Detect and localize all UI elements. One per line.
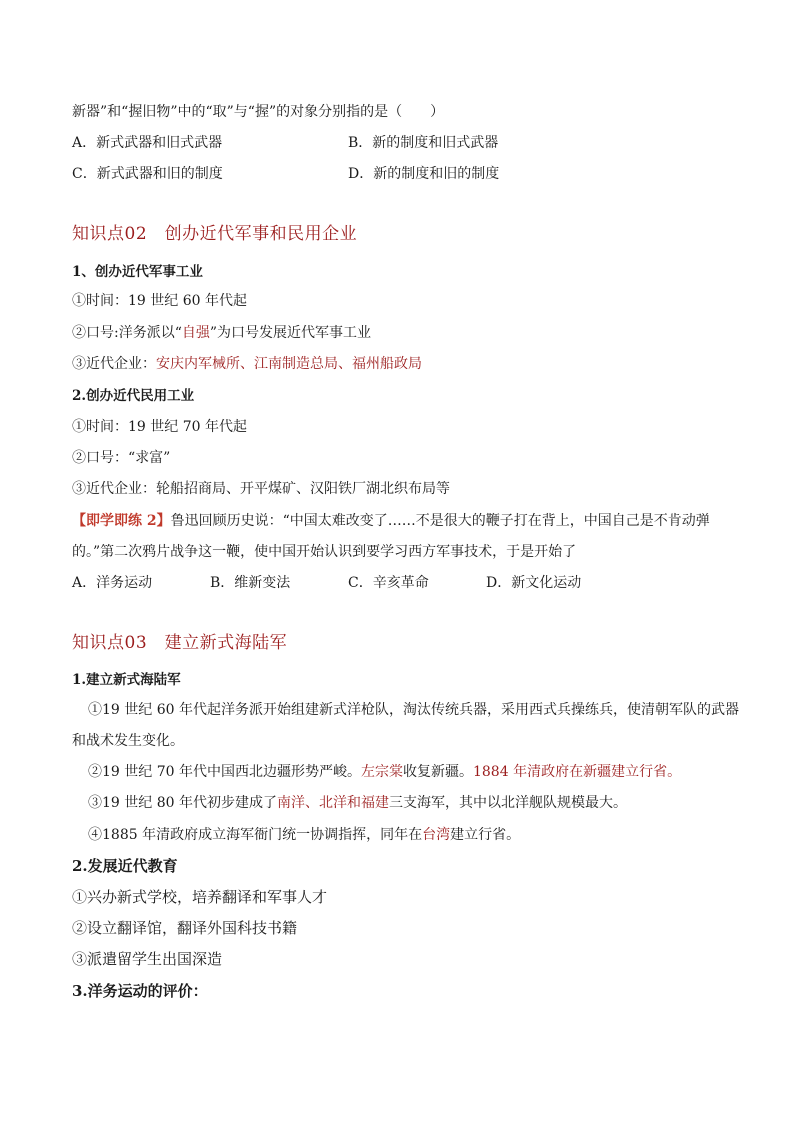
slogan-highlight: 自强 xyxy=(181,325,210,341)
enterprise-highlight: 安庆内军械所、江南制造总局、福州船政局 xyxy=(156,356,422,372)
sec02-part2-slogan: ②口号：“求富” xyxy=(72,450,171,466)
para4-highlight: 台湾 xyxy=(422,827,451,843)
sec03-part1-heading: 1.建立新式海陆军 xyxy=(72,672,181,688)
option-c: C．新式武器和旧的制度 xyxy=(72,166,223,182)
para2-mid: 收复新疆。 xyxy=(402,764,473,780)
practice-option-a: A．洋务运动 xyxy=(72,575,153,591)
sec02-part2-enterprise: ③近代企业：轮船招商局、开平煤矿、汉阳铁厂湖北织布局等 xyxy=(72,481,450,497)
sec02-part1-time: ①时间：19 世纪 60 年代起 xyxy=(72,293,247,309)
option-d: D．新的制度和旧的制度 xyxy=(348,166,500,182)
para2-highlight-2: 1884 年清政府在新疆建立行省。 xyxy=(472,764,682,780)
practice-option-d: D．新文化运动 xyxy=(486,575,582,591)
slogan-prefix: ②口号:洋务派以“ xyxy=(72,325,182,341)
practice-option-b: B．维新变法 xyxy=(210,575,291,591)
para3-suffix: 三支海军，其中以北洋舰队规模最大。 xyxy=(388,795,627,811)
practice-option-c: C．辛亥革命 xyxy=(348,575,429,591)
para4-suffix: 建立行省。 xyxy=(450,827,521,843)
practice-question-line2: 的。”第二次鸦片战争这一鞭，使中国开始认识到要学习西方军事技术，于是开始了 xyxy=(72,544,577,560)
practice-question-line1 xyxy=(72,511,710,531)
sec03-para3 xyxy=(88,793,627,813)
section-03-title: 知识点03 建立新式海陆军 xyxy=(72,633,288,653)
para3-highlight: 南洋、北洋和福建 xyxy=(276,795,389,811)
sec02-part1-slogan xyxy=(72,323,371,343)
sec03-part2-heading: 2.发展近代教育 xyxy=(72,857,178,875)
option-b: B．新的制度和旧式武器 xyxy=(348,135,499,151)
sec02-part2-heading: 2.创办近代民用工业 xyxy=(72,388,195,404)
education-item-2: ②设立翻译馆，翻译外国科技书籍 xyxy=(72,919,298,937)
question-stem: 新器”和“握旧物”中的“取”与“握”的对象分别指的是（ ） xyxy=(72,104,445,120)
sec02-part1-enterprise xyxy=(72,354,422,374)
practice-tag: 【即学即练 2】 xyxy=(72,513,171,529)
para4-prefix: ④1885 年清政府成立海军衙门统一协调指挥，同年在 xyxy=(88,827,423,843)
enterprise-prefix: ③近代企业： xyxy=(72,356,156,372)
option-a: A．新式武器和旧式武器 xyxy=(72,135,223,151)
sec03-para2 xyxy=(88,762,681,782)
education-item-3: ③派遣留学生出国深造 xyxy=(72,950,223,968)
sec02-part1-heading: 1、创办近代军事工业 xyxy=(72,264,203,280)
para2-prefix: ②19 世纪 70 年代中国西北边疆形势严峻。 xyxy=(88,764,361,780)
practice-text1: 鲁迅回顾历史说：“中国太难改变了……不是很大的鞭子打在背上，中国自己是不肯动弹 xyxy=(170,513,710,529)
para2-highlight-1: 左宗棠 xyxy=(360,764,403,780)
education-item-1: ①兴办新式学校，培养翻译和军事人才 xyxy=(72,888,328,906)
sec03-para4 xyxy=(88,825,520,845)
sec03-part3-heading: 3.洋务运动的评价： xyxy=(72,982,208,1000)
para3-prefix: ③19 世纪 80 年代初步建成了 xyxy=(88,795,277,811)
sec03-para1-line2: 和战术发生变化。 xyxy=(72,733,184,749)
sec02-part2-time: ①时间：19 世纪 70 年代起 xyxy=(72,419,247,435)
slogan-suffix: ”为口号发展近代军事工业 xyxy=(209,325,372,341)
sec03-para1-line1: ①19 世纪 60 年代起洋务派开始组建新式洋枪队，淘汰传统兵器，采用西式兵操练兵，使清朝军队的武器 xyxy=(88,702,739,718)
section-02-title: 知识点02 创办近代军事和民用企业 xyxy=(72,224,358,244)
